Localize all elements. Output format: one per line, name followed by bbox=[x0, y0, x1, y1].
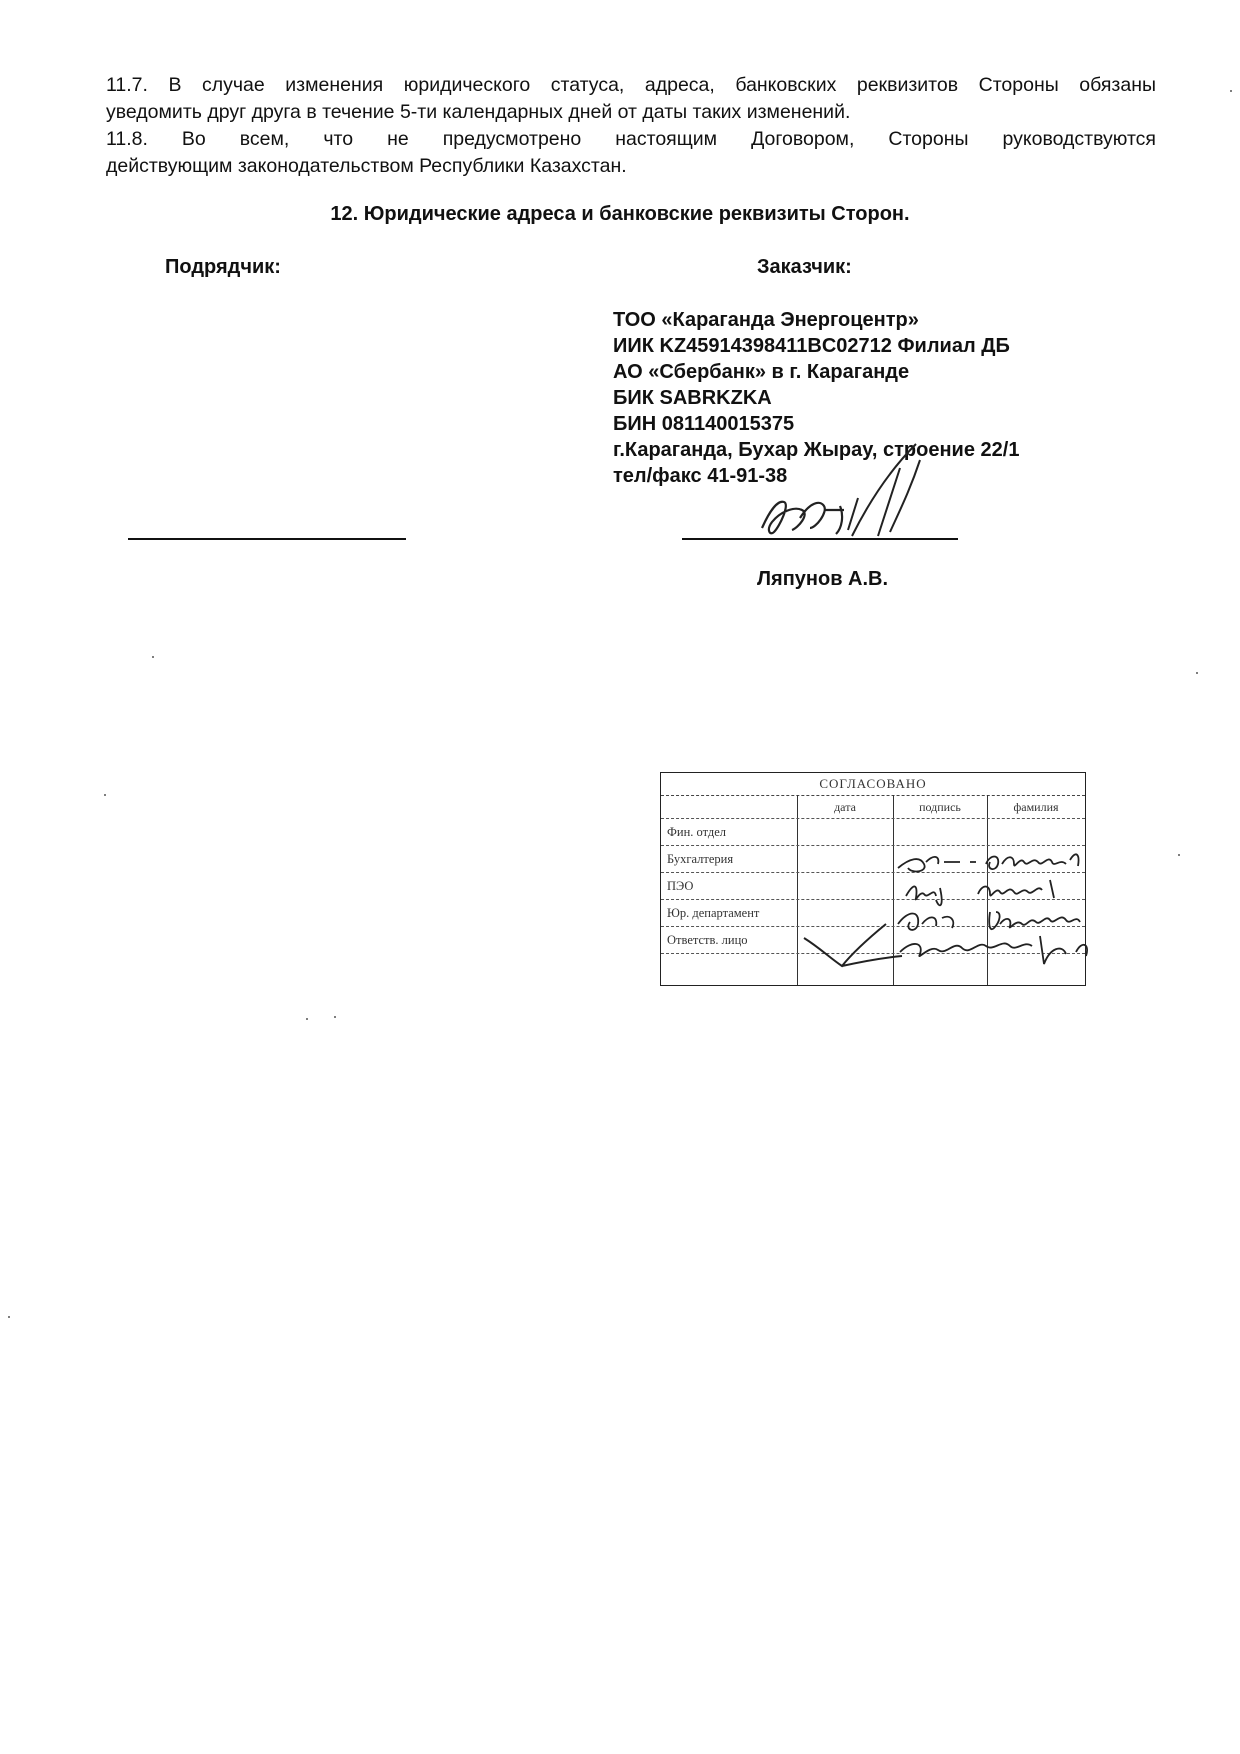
clause-11-7-line2: уведомить друг друга в течение 5-ти календарных дней от даты таких изменений. bbox=[106, 101, 851, 123]
customer-bank: АО «Сбербанк» в г. Караганде bbox=[613, 361, 910, 383]
scan-speck bbox=[152, 656, 154, 658]
stamp-column-surname: фамилия bbox=[1013, 800, 1059, 814]
customer-address: г.Караганда, Бухар Жырау, строение 22/1 bbox=[613, 439, 1020, 461]
customer-signature bbox=[740, 440, 960, 550]
stamp-column-signature: подпись bbox=[919, 800, 961, 814]
customer-bik: БИК SABRKZKA bbox=[613, 387, 772, 409]
stamp-column-date: дата bbox=[834, 800, 856, 814]
clause-11-8-line2: действующим законодательством Республики Казахстан. bbox=[106, 155, 627, 177]
stamp-checkmark-signature bbox=[800, 918, 910, 978]
customer-company-name: ТОО «Караганда Энергоцентр» bbox=[613, 309, 919, 331]
scan-speck bbox=[1196, 672, 1198, 674]
stamp-row-peo: ПЭО bbox=[667, 879, 694, 893]
clause-11-7-line1: 11.7. В случае изменения юридического статуса, адреса, банковских реквизитов Стороны обязаны bbox=[106, 74, 1156, 96]
stamp-row-legal: Юр. департамент bbox=[667, 906, 760, 920]
stamp-handwritten-signatures bbox=[890, 840, 1140, 975]
stamp-title: СОГЛАСОВАНО bbox=[661, 773, 1085, 796]
section-title: 12. Юридические адреса и банковские реквизиты Сторон. bbox=[330, 203, 910, 225]
customer-bin: БИН 081140015375 bbox=[613, 413, 795, 435]
scan-speck bbox=[1230, 90, 1232, 92]
scan-speck bbox=[334, 1016, 336, 1018]
customer-iik: ИИК KZ45914398411BC02712 Филиал ДБ bbox=[613, 335, 1010, 357]
contractor-label: Подрядчик: bbox=[165, 256, 281, 278]
customer-label: Заказчик: bbox=[757, 256, 852, 278]
stamp-row-finance: Фин. отдел bbox=[667, 825, 727, 839]
stamp-row-accounting: Бухгалтерия bbox=[667, 852, 734, 866]
scan-speck bbox=[306, 1018, 308, 1020]
customer-signer-name: Ляпунов А.В. bbox=[757, 568, 889, 590]
customer-phone-fax: тел/факс 41-91-38 bbox=[613, 465, 788, 487]
scan-speck bbox=[1178, 854, 1180, 856]
contractor-signature-line bbox=[128, 538, 406, 540]
clause-11-8-line1: 11.8. Во всем, что не предусмотрено настоящим Договором, Стороны руководствуются bbox=[106, 128, 1156, 150]
stamp-row-responsible: Ответств. лицо bbox=[667, 933, 748, 947]
scan-speck bbox=[104, 794, 106, 796]
scan-speck bbox=[8, 1316, 10, 1318]
